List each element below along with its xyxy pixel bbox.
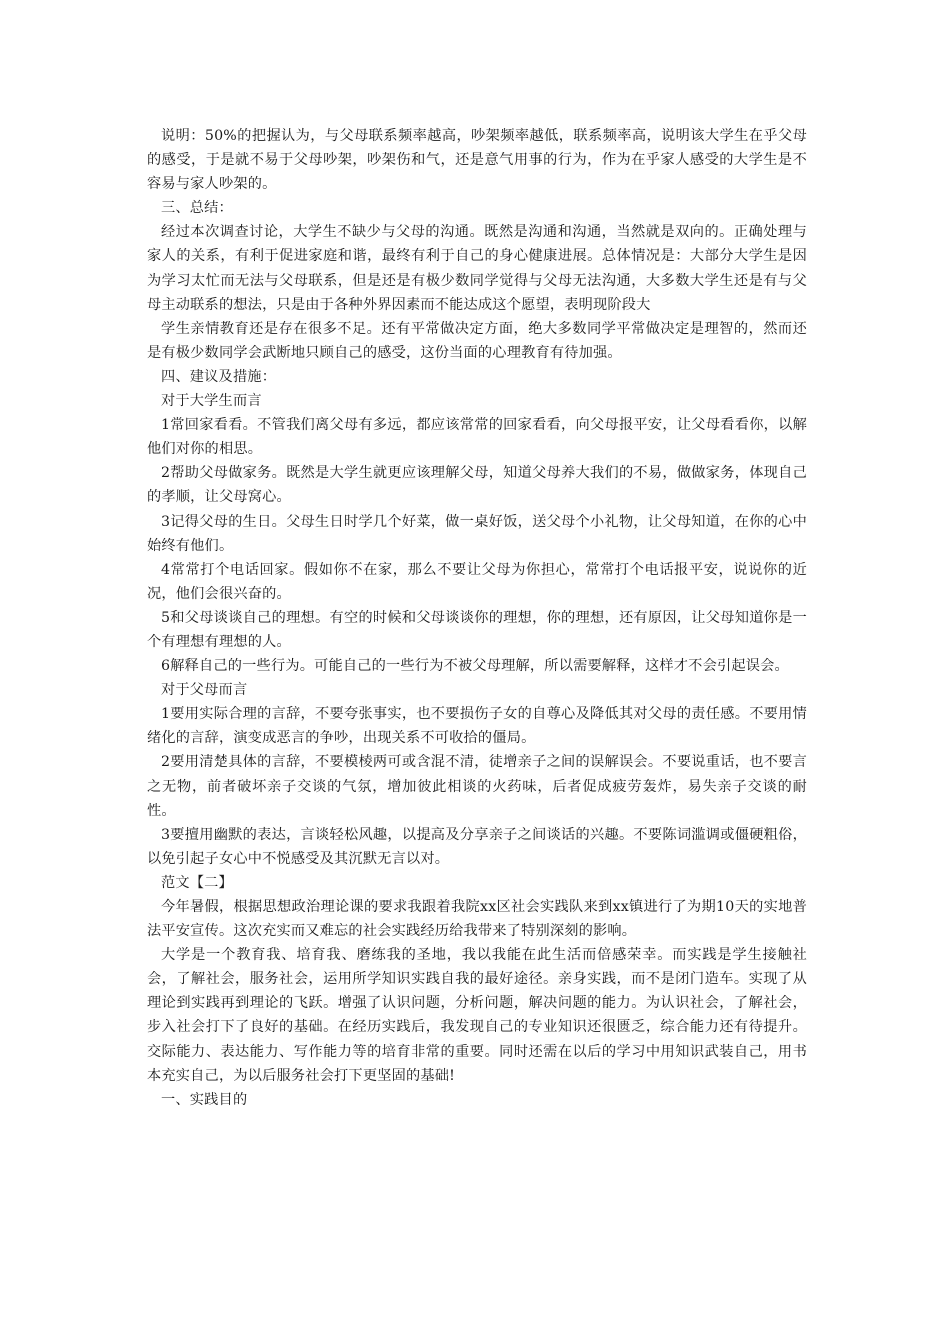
list-item-student-3: 3记得父母的生日。父母生日时学几个好菜，做一桌好饭，送父母个小礼物，让父母知道，在你的心中始终有他们。: [147, 513, 807, 554]
paragraph-sample-intro: 今年暑假，根据思想政治理论课的要求我跟着我院xx区社会实践队来到xx镇进行了为期10天的实地普法平安宣传。这次充实而又难忘的社会实践经历给我带来了特别深刻的影响。: [147, 899, 807, 940]
paragraph-summary-1: 经过本次调查讨论，大学生不缺少与父母的沟通。既然是沟通和沟通，当然就是双向的。正确处理与家人的关系，有利于促进家庭和谐，最终有利于自己的身心健康进展。总体情况是：大部分大学生是因为学习太忙而无法与父母联系，但是还是有极少数同学觉得与父母无法沟通，大多数大学生还是有与父母主动联系的想法，只是由于各种外界因素而不能达成这个愿望，表明现阶段大: [147, 224, 807, 313]
subheading-students: 对于大学生而言: [161, 393, 262, 410]
section-heading-summary: 三、总结：: [161, 200, 233, 217]
section-heading-practice-purpose: 一、实践目的: [161, 1091, 248, 1108]
paragraph-sample-body: 大学是一个教育我、培育我、磨练我的圣地，我以我能在此生活而倍感荣幸。而实践是学生接触社会，了解社会，服务社会，运用所学知识实践自我的最好途径。亲身实践，而不是闭门造车。实现了从理论到实践再到理论的飞跃。增强了认识问题，分析问题，解决问题的能力。为认识社会，了解社会，步入社会打下了良好的基础。在经历实践后，我发现自己的专业知识还很匮乏，综合能力还有待提升。交际能力、表达能力、写作能力等的培育非常的重要。同时还需在以后的学习中用知识武装自己，用书本充实自己，为以后服务社会打下更坚固的基础!: [147, 947, 807, 1084]
list-item-parent-1: 1要用实际合理的言辞，不要夸张事实，也不要损伤子女的自尊心及降低其对父母的责任感。不要用情绪化的言辞，演变成恶言的争吵，出现关系不可收拾的僵局。: [147, 706, 807, 747]
document-body: [147, 124, 807, 1112]
paragraph-summary-2: 学生亲情教育还是存在很多不足。还有平常做决定方面，绝大多数同学平常做决定是理智的，然而还是有极少数同学会武断地只顾自己的感受，这份当面的心理教育有待加强。: [147, 320, 807, 361]
section-heading-sample-two: 范文【二】: [161, 874, 233, 891]
list-item-parent-2: 2要用清楚具体的言辞，不要模棱两可或含混不清，徒增亲子之间的误解误会。不要说重话，也不要言之无物，前者破坏亲子交谈的气氛，增加彼此相谈的火药味，后者促成疲劳轰炸，易失亲子交谈的耐性。: [147, 754, 807, 819]
section-heading-suggestions: 四、建议及措施：: [161, 368, 277, 385]
list-item-parent-3: 3要擅用幽默的表达，言谈轻松风趣，以提高及分享亲子之间谈话的兴趣。不要陈词滥调或僵硬粗俗，以免引起子女心中不悦感受及其沉默无言以对。: [147, 826, 807, 867]
list-item-student-6: 6解释自己的一些行为。可能自己的一些行为不被父母理解，所以需要解释，这样才不会引起误会。: [161, 658, 789, 675]
subheading-parents: 对于父母而言: [161, 682, 248, 699]
list-item-student-4: 4常常打个电话回家。假如你不在家，那么不要让父母为你担心，常常打个电话报平安，说说你的近况，他们会很兴奋的。: [147, 561, 807, 602]
paragraph-explanation: 说明：50%的把握认为，与父母联系频率越高，吵架频率越低，联系频率高，说明该大学生在乎父母的感受，于是就不易于父母吵架，吵架伤和气，还是意气用事的行为，作为在乎家人感受的大学生是不容易与家人吵架的。: [147, 128, 807, 193]
list-item-student-5: 5和父母谈谈自己的理想。有空的时候和父母谈谈你的理想，你的理想，还有原因，让父母知道你是一个有理想有理想的人。: [147, 609, 807, 650]
list-item-student-1: 1常回家看看。不管我们离父母有多远，都应该常常的回家看看，向父母报平安，让父母看看你，以解他们对你的相思。: [147, 417, 807, 458]
list-item-student-2: 2帮助父母做家务。既然是大学生就更应该理解父母，知道父母养大我们的不易，做做家务，体现自己的孝顺，让父母窝心。: [147, 465, 807, 506]
